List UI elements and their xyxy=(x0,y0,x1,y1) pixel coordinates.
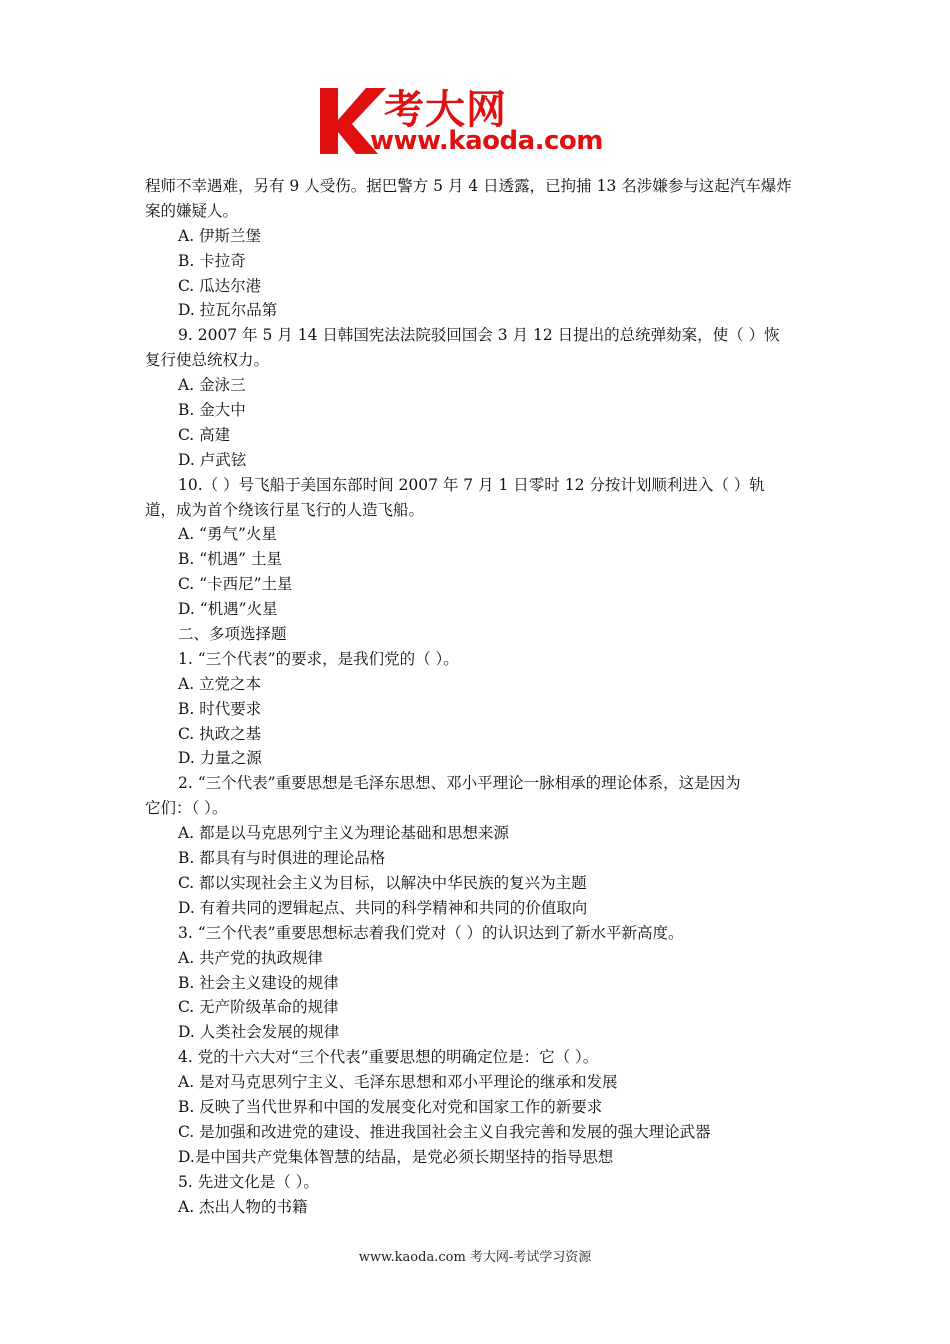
text-line: 10.（ ）号飞船于美国东部时间 2007 年 7 月 1 日零时 12 分按计划顺利进入（ ）轨 xyxy=(178,475,765,494)
text-line: B. 社会主义建设的规律 xyxy=(178,973,339,992)
text-line: D. 拉瓦尔品第 xyxy=(178,301,278,320)
text-line: A. 伊斯兰堡 xyxy=(178,226,262,245)
document-body xyxy=(145,174,807,1219)
kaoda-logo xyxy=(318,84,648,160)
text-line: A. “勇气”火星 xyxy=(178,525,277,544)
text-line: 5. 先进文化是（ ）。 xyxy=(178,1172,319,1191)
text-line: A. 都是以马克思列宁主义为理论基础和思想来源 xyxy=(178,824,510,843)
text-line: C. “卡西尼”土星 xyxy=(178,575,293,594)
text-line: 4. 党的十六大对“三个代表”重要思想的明确定位是：它（ ）。 xyxy=(178,1048,599,1067)
text-line: C. 都以实现社会主义为目标，以解决中华民族的复兴为主题 xyxy=(178,873,587,892)
text-line: B. “机遇” 土星 xyxy=(178,550,283,569)
text-line: A. 杰出人物的书籍 xyxy=(178,1197,308,1216)
text-line: D. 人类社会发展的规律 xyxy=(178,1023,340,1042)
logo-url-text: www.kaoda.com xyxy=(370,126,603,156)
text-line: 案的嫌疑人。 xyxy=(145,201,239,220)
text-line: 2. “三个代表”重要思想是毛泽东思想、邓小平理论一脉相承的理论体系，这是因为 xyxy=(178,774,741,793)
text-line: D. “机遇”火星 xyxy=(178,600,278,619)
text-line: 二、多项选择题 xyxy=(178,625,287,644)
text-line: A. 立党之本 xyxy=(178,674,262,693)
text-line: C. 无产阶级革命的规律 xyxy=(178,998,339,1017)
text-line: D.是中国共产党集体智慧的结晶，是党必须长期坚持的指导思想 xyxy=(178,1147,614,1166)
text-line: 它们：（ ）。 xyxy=(145,799,228,818)
text-line: 9. 2007 年 5 月 14 日韩国宪法法院驳回国会 3 月 12 日提出的总统弹劾案，使（ ）恢 xyxy=(178,326,780,345)
text-line: B. 都具有与时俱进的理论品格 xyxy=(178,849,386,868)
text-line: C. 是加强和改进党的建设、推进我国社会主义自我完善和发展的强大理论武器 xyxy=(178,1122,711,1141)
text-line: C. 执政之基 xyxy=(178,724,262,743)
text-line: D. 力量之源 xyxy=(178,749,262,768)
text-line: B. 卡拉奇 xyxy=(178,251,246,270)
logo-chinese-name: 考大网 xyxy=(384,87,507,133)
text-line: 程师不幸遇难，另有 9 人受伤。据巴警方 5 月 4 日透露，已拘捕 13 名涉嫌参与这起汽车爆炸 xyxy=(145,177,792,195)
text-line: B. 反映了当代世界和中国的发展变化对党和国家工作的新要求 xyxy=(178,1097,603,1116)
text-line: B. 时代要求 xyxy=(178,699,262,718)
text-line: A. 是对马克思列宁主义、毛泽东思想和邓小平理论的继承和发展 xyxy=(178,1073,618,1092)
text-line: 3. “三个代表”重要思想标志着我们党对（ ）的认识达到了新水平新高度。 xyxy=(178,923,684,942)
text-line: A. 共产党的执政规律 xyxy=(178,948,324,967)
text-line: A. 金泳三 xyxy=(178,376,246,395)
text-line: D. 卢武铉 xyxy=(178,450,247,469)
text-line: 道，成为首个绕该行星飞行的人造飞船。 xyxy=(145,500,425,519)
text-line: 复行使总统权力。 xyxy=(145,351,270,370)
text-line: C. 高建 xyxy=(178,425,231,444)
text-line: D. 有着共同的逻辑起点、共同的科学精神和共同的价值取向 xyxy=(178,898,588,917)
text-line: B. 金大中 xyxy=(178,401,246,420)
text-line: 1. “三个代表”的要求，是我们党的（ ）。 xyxy=(178,649,459,668)
page-footer: www.kaoda.com 考大网-考试学习资源 xyxy=(358,1250,592,1265)
text-line: C. 瓜达尔港 xyxy=(178,276,262,295)
